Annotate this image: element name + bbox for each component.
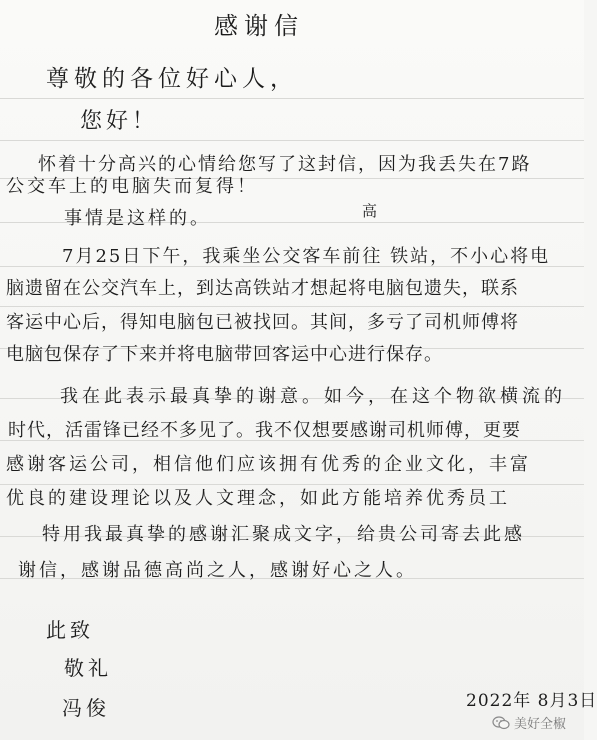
letter-closing-salute: 敬礼 <box>64 656 112 680</box>
wechat-icon <box>492 716 510 730</box>
letter-signature: 冯俊 <box>62 696 110 720</box>
letter-greeting: 您好！ <box>80 109 159 134</box>
letter-line: 脑遗留在公交汽车上，到达高铁站才想起将电脑包遗失，联系 <box>6 278 519 299</box>
letter-date: 2022年 8月3日 <box>466 691 597 711</box>
letter-line: 感谢客运公司，相信他们应该拥有优秀的企业文化，丰富 <box>6 454 531 475</box>
letter-line: 时代，活雷锋已经不多见了。我不仅想要感谢司机师傅，更要 <box>8 420 521 441</box>
letter-title: 感谢信 <box>214 12 304 40</box>
ruled-line <box>0 98 584 99</box>
letter-line: 7月25日下午，我乘坐公交客车前往 铁站，不小心将电 <box>62 246 551 267</box>
letter-insertion-mark: 高 <box>362 202 378 220</box>
letter-line: 客运中心后，得知电脑包已被找回。其间，多亏了司机师傅将 <box>6 312 519 333</box>
watermark <box>492 713 566 732</box>
letter-line: 公交车上的电脑失而复得！ <box>6 176 258 197</box>
letter-line: 特用我最真挚的感谢汇聚成文字，给贵公司寄去此感 <box>42 524 525 545</box>
letter-line: 怀着十分高兴的心情给您写了这封信，因为我丢失在7路 <box>38 154 532 175</box>
letter-line: 我在此表示最真挚的谢意。如今，在这个物欲横流的 <box>60 386 566 407</box>
letter-line: 谢信，感谢品德高尚之人，感谢好心之人。 <box>18 560 417 581</box>
letter-line: 电脑包保存了下来并将电脑带回客运中心进行保存。 <box>6 344 443 365</box>
ruled-line <box>0 306 584 307</box>
letter-salutation: 尊敬的各位好心人， <box>46 66 298 92</box>
watermark-text: 美好全椒 <box>513 717 566 732</box>
letter-line: 优良的建设理论以及人文理念，如此方能培养优秀员工 <box>6 488 510 509</box>
letter-line: 事情是这样的。 <box>64 208 211 229</box>
letter-closing: 此致 <box>46 618 94 642</box>
ruled-line <box>0 140 584 141</box>
